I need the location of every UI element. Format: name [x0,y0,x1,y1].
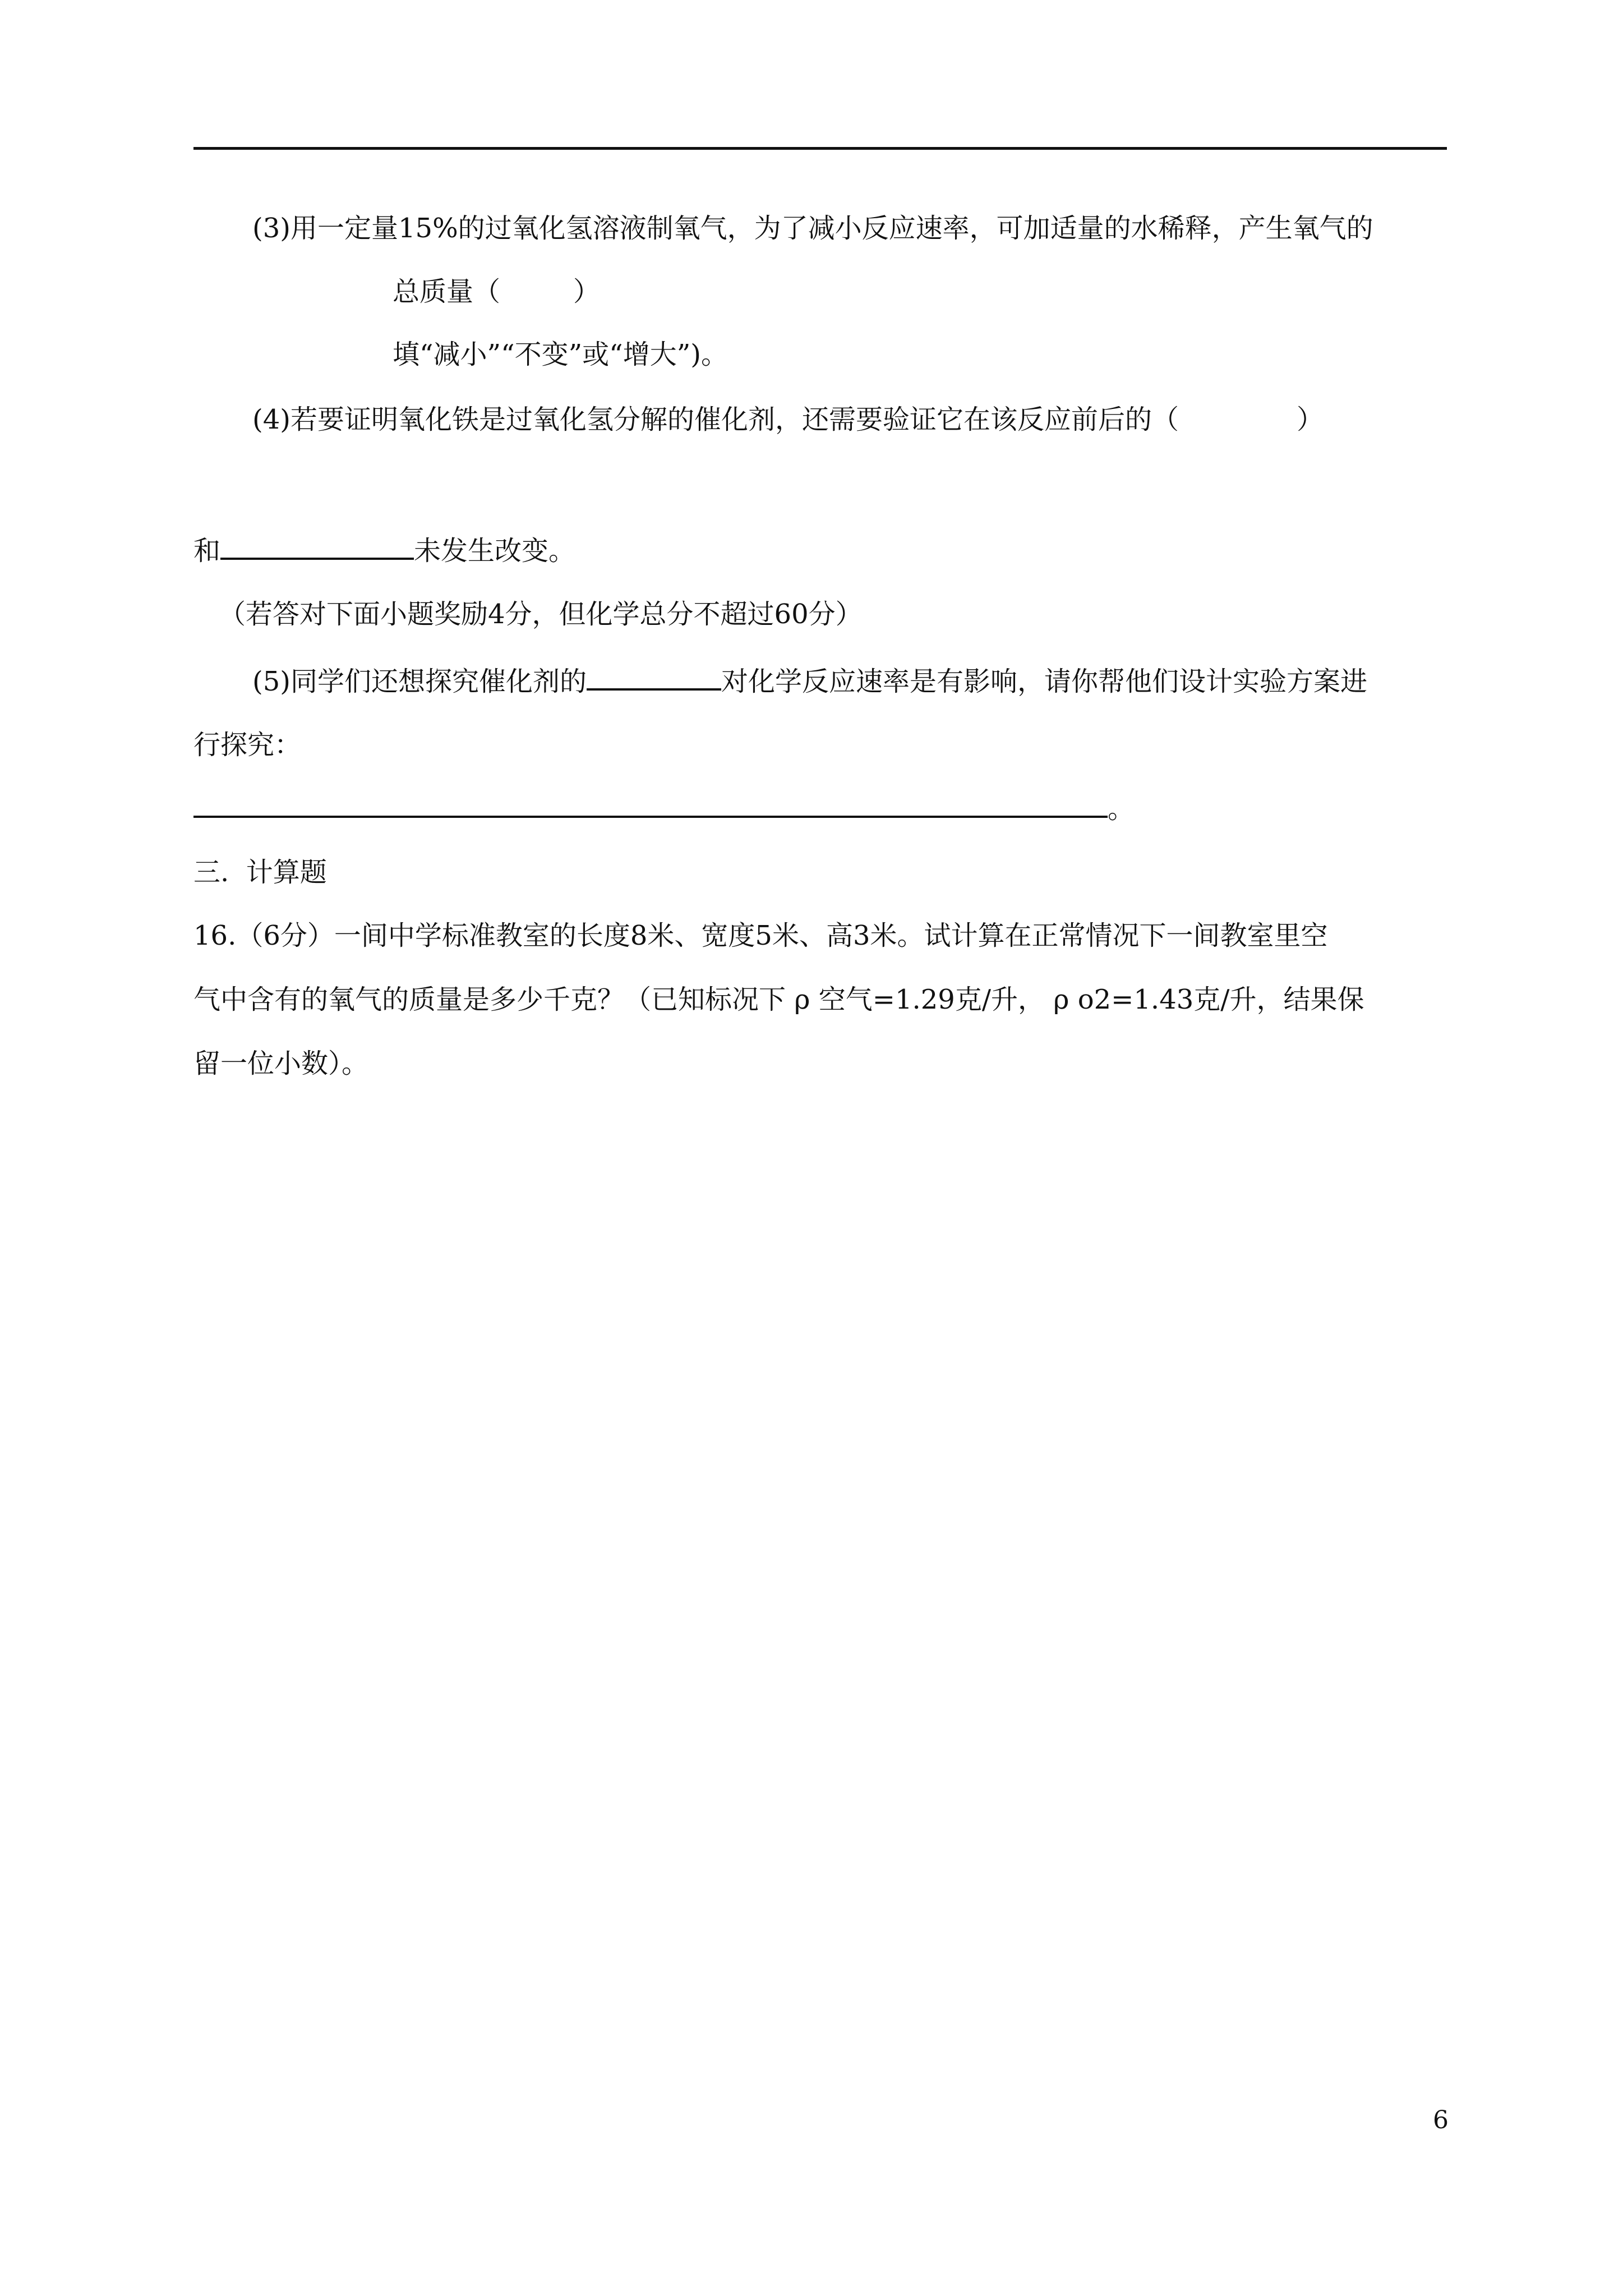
q5-text-3-end: 。 [1108,793,1135,825]
q16-text-2: 气中含有的氧气的质量是多少千克？（已知标况下 ρ 空气=1.29克/升， ρ o2=1.43克/升，结果保 [193,984,1364,1015]
q5-text-1b: 对化学反应速率是有影响，请你帮他们设计实验方案进 [721,666,1368,697]
q3-line-2 [393,275,600,309]
q4-line-2 [193,533,575,568]
q3-text-2a: 总质量（ [393,276,501,307]
q4-text-1b: ） [1297,404,1324,435]
q5-text-2: 行探究： [193,729,302,761]
q16-text-3: 留一位小数）。 [193,1048,369,1079]
q3-line-1 [252,211,1373,245]
q5-line-1 [252,664,1367,698]
q4-line-1 [252,403,1324,436]
answer-blank-q5-factor[interactable] [587,664,721,691]
q3-text-2b: ） [573,276,601,307]
q16-line-1 [193,919,1328,953]
q4-text-2a: 和 [193,535,221,567]
answer-blank-q4[interactable] [220,533,414,560]
q4-text-2b: 未发生改变。 [414,535,576,567]
section-3-title-text: 三. 计算题 [193,857,327,888]
page-number: 6 [1433,2106,1449,2134]
answer-blank-q5-plan[interactable] [193,791,1108,818]
q16-text-1: 16.（6分）一间中学标准教室的长度8米、宽度5米、高3米。试计算在正常情况下一间教室里空 [193,920,1328,951]
q5-line-2 [193,728,301,762]
q4-text-1a: (4)若要证明氧化铁是过氧化氢分解的催化剂，还需要验证它在该反应前后的（ [252,404,1179,435]
bonus-note [219,597,863,631]
q3-text-1: (3)用一定量15%的过氧化氢溶液制氧气，为了减小反应速率，可加适量的水稀释，产生氧气的 [252,213,1373,244]
q5-line-3 [193,791,1135,826]
q3-text-3: 填“减小”“不变”或“增大”)。 [393,339,728,370]
q5-text-1a: (5)同学们还想探究催化剂的 [252,666,587,697]
q16-line-2 [193,983,1364,1016]
q3-line-3 [393,338,728,371]
header-rule [193,147,1447,150]
q16-line-3 [193,1047,368,1080]
section-3-title [193,855,327,889]
bonus-note-text: （若答对下面小题奖励4分，但化学总分不超过60分） [219,599,863,630]
